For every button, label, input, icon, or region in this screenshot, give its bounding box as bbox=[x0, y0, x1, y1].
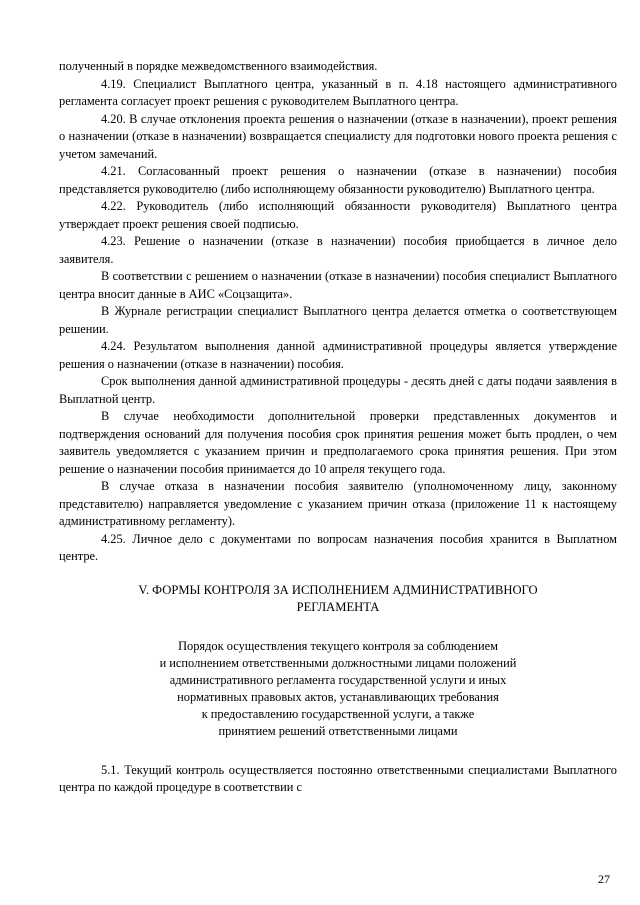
section-heading-line-2: РЕГЛАМЕНТА bbox=[296, 599, 380, 614]
paragraph-4-22: 4.22. Руководитель (либо исполняющий обязанности руководителя) Выплатного центра утверждает проект решения своей подписью. bbox=[59, 199, 617, 231]
paragraph-4-24: 4.24. Результатом выполнения данной административной процедуры является утверждение решения о назначении (отказе в назначении) пособия. bbox=[59, 339, 617, 371]
subsection-heading bbox=[59, 638, 617, 740]
section-heading-line-1: V. ФОРМЫ КОНТРОЛЯ ЗА ИСПОЛНЕНИЕМ АДМИНИСТРАТИВНОГО bbox=[138, 582, 538, 597]
paragraph-continuation: полученный в порядке межведомственного взаимодействия. bbox=[59, 59, 378, 73]
paragraph-4-21: 4.21. Согласованный проект решения о назначении (отказе в назначении) пособия представляется руководителю (либо исполняющему обязанности руководителю) Выплатного центра. bbox=[59, 164, 617, 196]
paragraph-4-19: 4.19. Специалист Выплатного центра, указанный в п. 4.18 настоящего административного регламента согласует проект решения с руководителем Выплатного центра. bbox=[59, 76, 617, 108]
subheading-line: административного регламента государственной услуги и иных bbox=[169, 672, 507, 687]
subheading-line: к предоставлению государственной услуги, а также bbox=[201, 706, 475, 721]
subheading-line: принятием решений ответственными лицами bbox=[218, 723, 458, 738]
paragraph-journal: В Журнале регистрации специалист Выплатного центра делается отметка о соответствующем решении. bbox=[59, 304, 617, 336]
subheading-line: нормативных правовых актов, устанавливающих требования bbox=[177, 689, 499, 704]
section-heading bbox=[59, 582, 617, 616]
paragraph-5-1: 5.1. Текущий контроль осуществляется постоянно ответственными специалистами Выплатного центра по каждой процедуре в соответствии с bbox=[59, 762, 617, 794]
paragraph-extension: В случае необходимости дополнительной проверки представленных документов и подтверждения оснований для получения пособия срок принятия решения может быть продлен, о чем заявитель уведомляется с указанием причин и предполагаемого срока принятия решения. При этом решение о назначении пособия принимается до 10 апреля текущего года. bbox=[59, 409, 617, 476]
paragraph-4-23: 4.23. Решение о назначении (отказе в назначении) пособия приобщается в личное дело заявителя. bbox=[59, 234, 617, 266]
document-page bbox=[59, 58, 617, 797]
paragraph-refusal: В случае отказа в назначении пособия заявителю (уполномоченному лицу, законному представителю) направляется уведомление с указанием причин отказа (приложение 11 к настоящему административному регламенту). bbox=[59, 479, 617, 528]
page-number: 27 bbox=[598, 872, 610, 886]
paragraph-4-25: 4.25. Личное дело с документами по вопросам назначения пособия хранится в Выплатном центре. bbox=[59, 531, 617, 563]
spacer bbox=[59, 740, 617, 762]
paragraph-ais-entry: В соответствии с решением о назначении (отказе в назначении) пособия специалист Выплатного центра вносит данные в АИС «Соцзащита». bbox=[59, 269, 617, 301]
paragraph-term: Срок выполнения данной административной процедуры - десять дней с даты подачи заявления в Выплатной центр. bbox=[59, 374, 617, 406]
subheading-line: и исполнением ответственными должностными лицами положений bbox=[159, 655, 517, 670]
subheading-line: Порядок осуществления текущего контроля за соблюдением bbox=[178, 638, 498, 653]
paragraph-4-20: 4.20. В случае отклонения проекта решения о назначении (отказе в назначении), проект решения о назначении (отказе в назначении) возвращается специалисту для подготовки нового проекта решения с учетом замечаний. bbox=[59, 111, 617, 161]
